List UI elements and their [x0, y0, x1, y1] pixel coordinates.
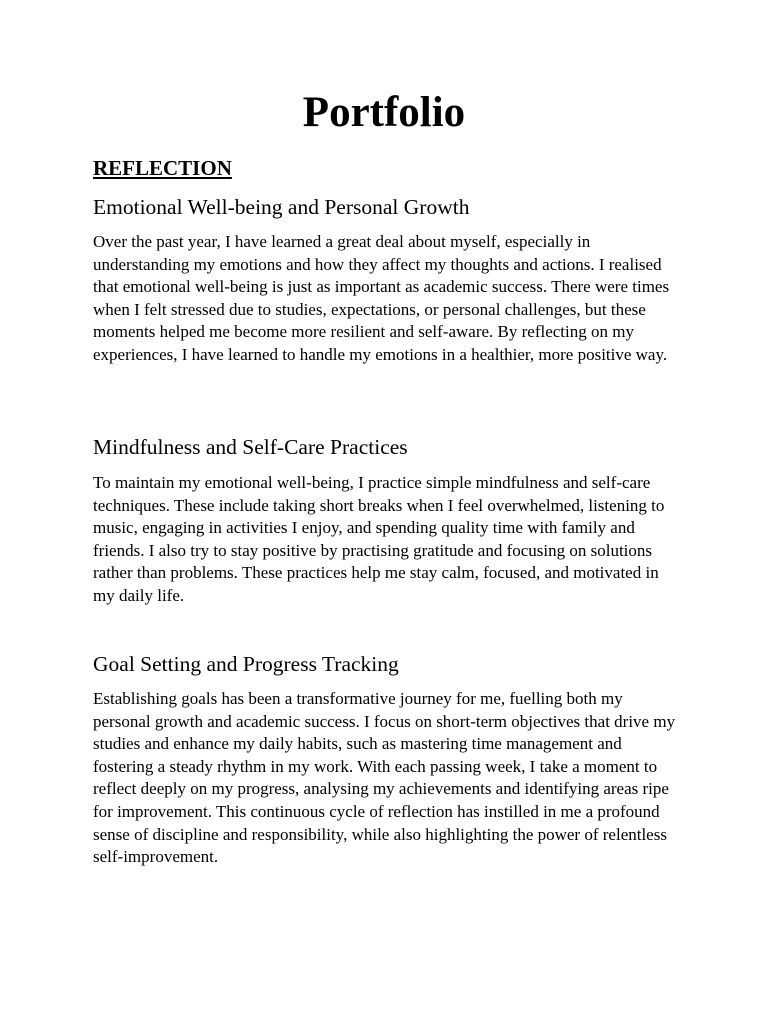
paragraph-emotional-well-being: Over the past year, I have learned a great deal about myself, especially in understanding my emotions and how they affect my thoughts and actions. I realised that emotional well-being is just as important as academic success. There were times when I felt stressed due to studies, expectations, or personal challenges, but these moments helped me become more resilient and self-aware. By reflecting on my experiences, I have learned to handle my emotions in a healthier, more positive way. [93, 232, 670, 364]
heading-goal-setting: Goal Setting and Progress Tracking [93, 652, 399, 676]
paragraph-goal-setting: Establishing goals has been a transformative journey for me, fuelling both my personal growth and academic success. I focus on short-term objectives that drive my studies and enhance my daily habits, such as mastering time management and fostering a steady rhythm in my work. With each passing week, I take a moment to reflect deeply on my progress, analysing my achievements and identifying areas ripe for improvement. This continuous cycle of reflection has instilled in me a profound sense of discipline and responsibility, while also highlighting the power of relentless self-improvement. [93, 689, 676, 867]
heading-mindfulness-self-care: Mindfulness and Self-Care Practices [93, 435, 408, 459]
document-title: Portfolio [302, 89, 466, 136]
section-label-reflection: REFLECTION [93, 156, 232, 180]
paragraph-mindfulness-self-care: To maintain my emotional well-being, I practice simple mindfulness and self-care techniques. These include taking short breaks when I feel overwhelmed, listening to music, engaging in activities I enjoy, and spending quality time with family and friends. I also try to stay positive by practising gratitude and focusing on solutions rather than problems. These practices help me stay calm, focused, and motivated in my daily life. [93, 473, 665, 605]
heading-emotional-well-being: Emotional Well-being and Personal Growth [93, 195, 470, 219]
